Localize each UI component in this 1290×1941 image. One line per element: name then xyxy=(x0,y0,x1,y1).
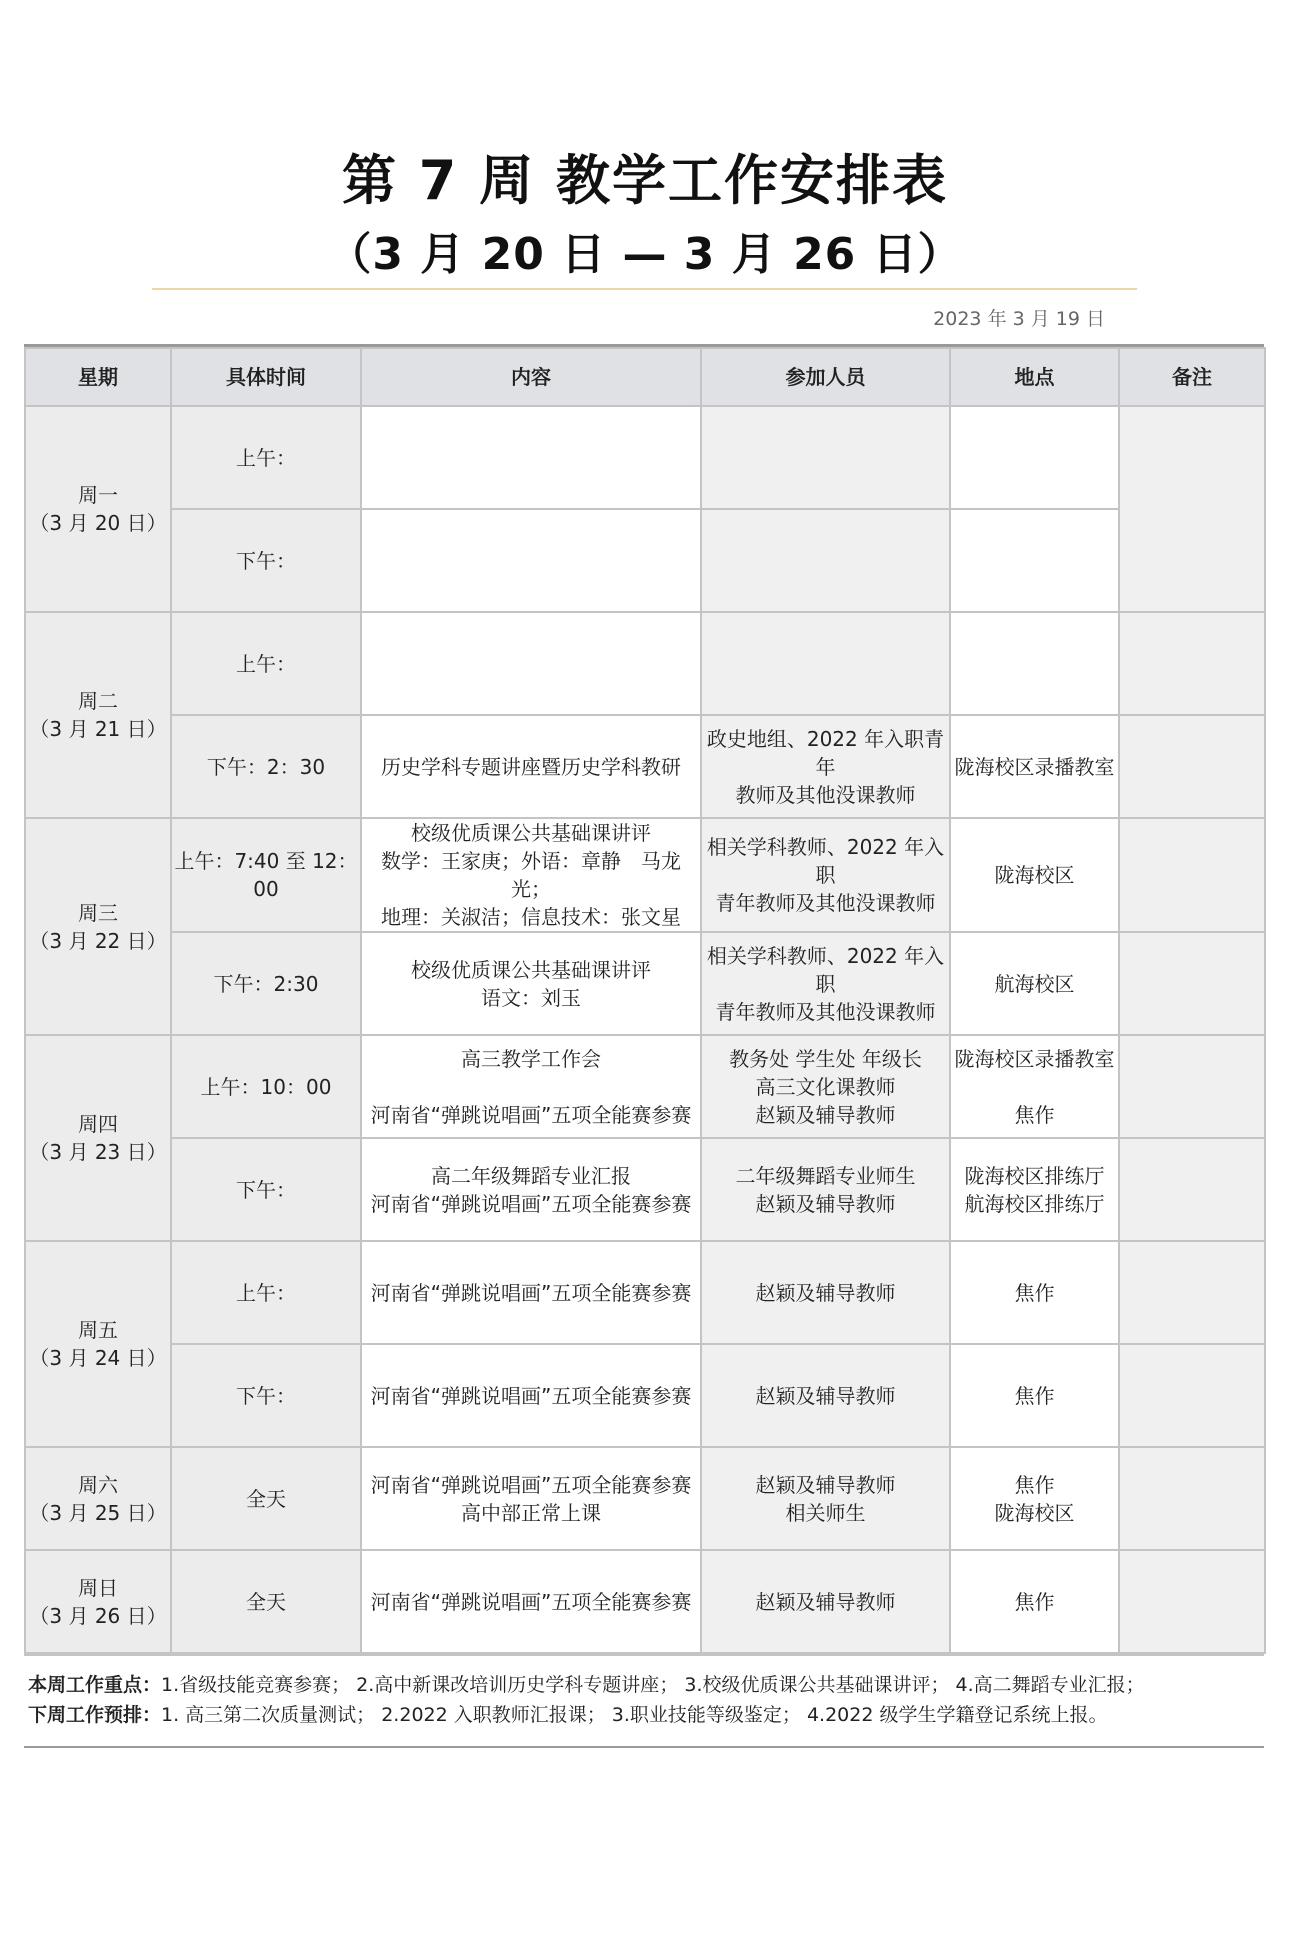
table-row xyxy=(25,715,1265,818)
day-cell: 周三 （3 月 22 日） xyxy=(25,818,171,1035)
location-cell: 陇海校区 xyxy=(950,818,1119,932)
content-cell: 河南省“弹跳说唱画”五项全能赛参赛 xyxy=(361,1241,701,1344)
location-cell: 焦作 xyxy=(950,1550,1119,1653)
table-row xyxy=(25,1447,1265,1550)
next-week-text: 1. 高三第二次质量测试； 2.2022 入职教师汇报课； 3.职业技能等级鉴定； 4.2022 级学生学籍登记系统上报。 xyxy=(161,1704,1108,1726)
location-cell: 焦作 xyxy=(950,1344,1119,1447)
remarks-cell xyxy=(1119,1138,1265,1241)
title-divider xyxy=(152,288,1137,290)
issue-date: 2023 年 3 月 19 日 xyxy=(933,308,1105,330)
location-cell: 焦作 陇海校区 xyxy=(950,1447,1119,1550)
participants-cell: 相关学科教师、2022 年入职 青年教师及其他没课教师 xyxy=(701,818,950,932)
time-cell: 上午：10：00 xyxy=(171,1035,361,1138)
time-cell: 上午： xyxy=(171,1241,361,1344)
content-cell: 高三教学工作会 河南省“弹跳说唱画”五项全能赛参赛 xyxy=(361,1035,701,1138)
time-cell: 全天 xyxy=(171,1447,361,1550)
table-row xyxy=(25,932,1265,1035)
table-row xyxy=(25,406,1265,509)
time-cell: 下午： xyxy=(171,1344,361,1447)
column-header-weekday: 星期 xyxy=(25,348,171,406)
remarks-cell xyxy=(1119,1344,1265,1447)
participants-cell xyxy=(701,509,950,612)
remarks-cell xyxy=(1119,612,1265,715)
content-cell: 河南省“弹跳说唱画”五项全能赛参赛 xyxy=(361,1550,701,1653)
content-cell xyxy=(361,509,701,612)
location-cell xyxy=(950,612,1119,715)
content-cell: 历史学科专题讲座暨历史学科教研 xyxy=(361,715,701,818)
content-cell xyxy=(361,612,701,715)
remarks-cell xyxy=(1119,715,1265,818)
page-title: 第 7 周 教学工作安排表 xyxy=(342,149,948,212)
column-header-content: 内容 xyxy=(361,348,701,406)
day-cell: 周四 （3 月 23 日） xyxy=(25,1035,171,1241)
location-cell: 陇海校区录播教室 xyxy=(950,715,1119,818)
day-cell: 周日 （3 月 26 日） xyxy=(25,1550,171,1653)
weekly-summary xyxy=(24,1654,1264,1746)
schedule-table xyxy=(24,347,1266,1654)
schedule-table-frame xyxy=(24,344,1264,1748)
remarks-cell xyxy=(1119,818,1265,932)
participants-cell xyxy=(701,612,950,715)
participants-cell: 赵颖及辅导教师 xyxy=(701,1550,950,1653)
table-row xyxy=(25,612,1265,715)
participants-cell: 赵颖及辅导教师 相关师生 xyxy=(701,1447,950,1550)
table-row xyxy=(25,1344,1265,1447)
time-cell: 下午：2:30 xyxy=(171,932,361,1035)
remarks-cell xyxy=(1119,1550,1265,1653)
column-header-remarks: 备注 xyxy=(1119,348,1265,406)
content-cell xyxy=(361,406,701,509)
remarks-cell xyxy=(1119,1241,1265,1344)
remarks-cell xyxy=(1119,1035,1265,1138)
content-cell: 高二年级舞蹈专业汇报 河南省“弹跳说唱画”五项全能赛参赛 xyxy=(361,1138,701,1241)
participants-cell: 教务处 学生处 年级长 高三文化课教师 赵颖及辅导教师 xyxy=(701,1035,950,1138)
participants-cell xyxy=(701,406,950,509)
participants-cell: 赵颖及辅导教师 xyxy=(701,1344,950,1447)
remarks-cell xyxy=(1119,932,1265,1035)
day-cell: 周六 （3 月 25 日） xyxy=(25,1447,171,1550)
table-row xyxy=(25,1550,1265,1653)
participants-cell: 二年级舞蹈专业师生 赵颖及辅导教师 xyxy=(701,1138,950,1241)
content-cell: 校级优质课公共基础课讲评 数学：王家庚；外语：章静 马龙光； 地理：关淑洁；信息技术：张文星 xyxy=(361,818,701,932)
time-cell: 上午：7:40 至 12：00 xyxy=(171,818,361,932)
day-cell: 周五 （3 月 24 日） xyxy=(25,1241,171,1447)
time-cell: 全天 xyxy=(171,1550,361,1653)
column-header-time: 具体时间 xyxy=(171,348,361,406)
next-week-plan xyxy=(28,1700,1264,1730)
location-cell: 航海校区 xyxy=(950,932,1119,1035)
participants-cell: 政史地组、2022 年入职青年 教师及其他没课教师 xyxy=(701,715,950,818)
this-week-text: 1.省级技能竞赛参赛； 2.高中新课改培训历史学科专题讲座； 3.校级优质课公共基础课讲评； 4.高二舞蹈专业汇报； xyxy=(161,1674,1145,1696)
time-cell: 下午： xyxy=(171,509,361,612)
participants-cell: 相关学科教师、2022 年入职 青年教师及其他没课教师 xyxy=(701,932,950,1035)
participants-cell: 赵颖及辅导教师 xyxy=(701,1241,950,1344)
content-cell: 河南省“弹跳说唱画”五项全能赛参赛 高中部正常上课 xyxy=(361,1447,701,1550)
time-cell: 下午： xyxy=(171,1138,361,1241)
table-row xyxy=(25,818,1265,932)
time-cell: 上午： xyxy=(171,406,361,509)
column-header-participants: 参加人员 xyxy=(701,348,950,406)
time-cell: 下午：2：30 xyxy=(171,715,361,818)
table-row xyxy=(25,1035,1265,1138)
location-cell: 焦作 xyxy=(950,1241,1119,1344)
remarks-cell xyxy=(1119,1447,1265,1550)
this-week-label: 本周工作重点： xyxy=(28,1674,162,1696)
next-week-label: 下周工作预排： xyxy=(28,1704,162,1726)
this-week-focus xyxy=(28,1670,1264,1700)
content-cell: 校级优质课公共基础课讲评 语文：刘玉 xyxy=(361,932,701,1035)
column-header-location: 地点 xyxy=(950,348,1119,406)
table-row xyxy=(25,1241,1265,1344)
date-range-subtitle: （3 月 20 日 — 3 月 26 日） xyxy=(327,229,963,280)
time-cell: 上午： xyxy=(171,612,361,715)
remarks-cell xyxy=(1119,406,1265,612)
location-cell xyxy=(950,509,1119,612)
day-cell: 周一 （3 月 20 日） xyxy=(25,406,171,612)
location-cell: 陇海校区排练厅 航海校区排练厅 xyxy=(950,1138,1119,1241)
content-cell: 河南省“弹跳说唱画”五项全能赛参赛 xyxy=(361,1344,701,1447)
table-header-row xyxy=(25,348,1265,406)
table-row xyxy=(25,509,1265,612)
location-cell xyxy=(950,406,1119,509)
table-row xyxy=(25,1138,1265,1241)
location-cell: 陇海校区录播教室 焦作 xyxy=(950,1035,1119,1138)
day-cell: 周二 （3 月 21 日） xyxy=(25,612,171,818)
